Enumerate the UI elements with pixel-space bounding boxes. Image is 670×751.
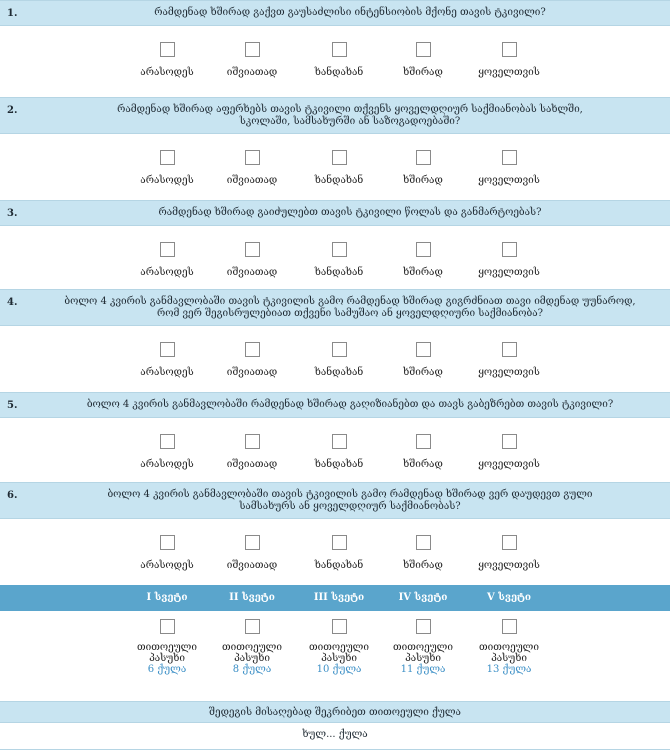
answer-checkbox[interactable] <box>416 342 431 357</box>
score-description: პასუხი <box>149 653 185 664</box>
answer-option-label: ხშირად <box>403 560 443 571</box>
score-description: პასუხი <box>321 653 357 664</box>
question-number: 5. <box>7 400 18 411</box>
score-columns-body <box>0 611 670 700</box>
answer-option[interactable] <box>207 150 297 186</box>
answer-option[interactable] <box>122 42 212 78</box>
divider <box>0 749 670 750</box>
answer-options-row <box>0 226 670 289</box>
answer-checkbox[interactable] <box>416 42 431 57</box>
score-column-cell[interactable] <box>378 619 468 675</box>
question-number: 4. <box>7 297 18 308</box>
answer-option-label: ყოველთვის <box>478 367 540 378</box>
answer-checkbox[interactable] <box>416 150 431 165</box>
score-description: თითოეული <box>479 642 539 653</box>
answer-checkbox[interactable] <box>332 535 347 550</box>
answer-option[interactable] <box>122 242 212 278</box>
answer-checkbox[interactable] <box>502 535 517 550</box>
question-text-line: სკოლაში, სამსახურში ან საზოგადოებაში? <box>239 116 461 127</box>
score-column-cell[interactable] <box>464 619 554 675</box>
answer-checkbox[interactable] <box>502 242 517 257</box>
answer-checkbox[interactable] <box>416 434 431 449</box>
score-columns-header <box>0 585 670 611</box>
answer-option[interactable] <box>378 342 468 378</box>
question-header <box>0 97 670 134</box>
question-text-line: რამდენად ხშირად აფერხებს თავის ტკივილი თქვენს ყოველდღიურ საქმიანობას სახლში, <box>117 104 583 115</box>
answer-option[interactable] <box>464 535 554 571</box>
question-text-line: ბოლო 4 კვირის განმავლობაში თავის ტკივილის გამო რამდენად ხშირად ვერ დაუდევთ გული <box>107 489 593 500</box>
answer-option-label: იშვიათად <box>226 367 278 378</box>
question-header <box>0 0 670 26</box>
answer-checkbox[interactable] <box>245 42 260 57</box>
answer-checkbox[interactable] <box>502 342 517 357</box>
answer-option[interactable] <box>464 242 554 278</box>
answer-option[interactable] <box>378 150 468 186</box>
question-text <box>40 489 660 513</box>
score-points: 6 ქულა <box>147 664 187 675</box>
answer-option[interactable] <box>464 342 554 378</box>
answer-option[interactable] <box>464 434 554 470</box>
score-column-title: I სვეტი <box>146 592 188 603</box>
answer-option-label: ხანდახან <box>314 175 364 186</box>
answer-option[interactable] <box>122 150 212 186</box>
answer-options-row <box>0 326 670 392</box>
answer-option-label: ხშირად <box>403 459 443 470</box>
score-column-title: II სვეტი <box>229 592 275 603</box>
answer-checkbox[interactable] <box>332 242 347 257</box>
answer-option[interactable] <box>378 535 468 571</box>
question-number: 3. <box>7 208 18 219</box>
answer-checkbox[interactable] <box>245 535 260 550</box>
answer-checkbox[interactable] <box>502 434 517 449</box>
question-text-line: რომ ვერ შეგისრულებიათ თქვენი სამუშაო ან ყოველდღიური საქმიანობა? <box>156 308 544 319</box>
answer-option[interactable] <box>294 434 384 470</box>
question-header <box>0 392 670 418</box>
score-column-cell[interactable] <box>122 619 212 675</box>
answer-option-label: არასოდეს <box>140 459 194 470</box>
total-score: ხულ... ქულა <box>302 729 368 740</box>
answer-checkbox[interactable] <box>160 535 175 550</box>
answer-option-label: არასოდეს <box>140 175 194 186</box>
question-text-line: სამსახურს ან ყოველდღიურ საქმიანობას? <box>239 501 461 512</box>
answer-option[interactable] <box>378 242 468 278</box>
answer-options-row <box>0 418 670 481</box>
answer-option[interactable] <box>294 535 384 571</box>
answer-options-row <box>0 134 670 200</box>
answer-option-label: ყოველთვის <box>478 267 540 278</box>
score-column-title: V სვეტი <box>486 592 532 603</box>
answer-option-label: ხანდახან <box>314 560 364 571</box>
answer-checkbox[interactable] <box>416 535 431 550</box>
answer-option[interactable] <box>294 242 384 278</box>
answer-option[interactable] <box>122 342 212 378</box>
answer-option-label: ხანდახან <box>314 459 364 470</box>
answer-checkbox[interactable] <box>160 150 175 165</box>
answer-checkbox[interactable] <box>245 150 260 165</box>
score-checkbox[interactable] <box>245 619 260 634</box>
answer-checkbox[interactable] <box>332 342 347 357</box>
score-checkbox[interactable] <box>502 619 517 634</box>
question-number: 2. <box>7 105 18 116</box>
answer-checkbox[interactable] <box>416 242 431 257</box>
answer-option-label: არასოდეს <box>140 560 194 571</box>
answer-option[interactable] <box>207 42 297 78</box>
answer-checkbox[interactable] <box>502 42 517 57</box>
score-points: 11 ქულა <box>400 664 446 675</box>
question-number: 1. <box>7 8 18 19</box>
answer-option-label: ხანდახან <box>314 367 364 378</box>
answer-option-label: იშვიათად <box>226 267 278 278</box>
answer-option[interactable] <box>294 150 384 186</box>
score-description: პასუხი <box>491 653 527 664</box>
score-description: თითოეული <box>309 642 369 653</box>
answer-option[interactable] <box>207 434 297 470</box>
answer-option[interactable] <box>464 150 554 186</box>
answer-option[interactable] <box>294 342 384 378</box>
answer-option[interactable] <box>207 242 297 278</box>
question-text <box>40 104 660 128</box>
answer-option-label: იშვიათად <box>226 560 278 571</box>
question-text-line: რამდენად ხშირად გაიძულებთ თავის ტკივილი წოლას და განმარტოებას? <box>158 207 542 218</box>
score-checkbox[interactable] <box>332 619 347 634</box>
answer-checkbox[interactable] <box>160 342 175 357</box>
answer-checkbox[interactable] <box>332 434 347 449</box>
score-description: თითოეული <box>393 642 453 653</box>
answer-option-label: იშვიათად <box>226 175 278 186</box>
score-description: პასუხი <box>234 653 270 664</box>
question-number: 6. <box>7 490 18 501</box>
score-column-title: IV სვეტი <box>398 592 448 603</box>
question-text <box>40 296 660 320</box>
answer-option-label: ყოველთვის <box>478 175 540 186</box>
answer-option-label: არასოდეს <box>140 67 194 78</box>
question-text <box>40 7 660 19</box>
answer-checkbox[interactable] <box>332 150 347 165</box>
question-text <box>40 207 660 219</box>
answer-option-label: ხანდახან <box>314 267 364 278</box>
answer-option-label: იშვიათად <box>226 67 278 78</box>
answer-checkbox[interactable] <box>332 42 347 57</box>
answer-checkbox[interactable] <box>245 434 260 449</box>
score-points: 10 ქულა <box>316 664 362 675</box>
answer-option-label: არასოდეს <box>140 267 194 278</box>
answer-checkbox[interactable] <box>502 150 517 165</box>
score-description: თითოეული <box>222 642 282 653</box>
answer-checkbox[interactable] <box>160 242 175 257</box>
score-column-title: III სვეტი <box>313 592 365 603</box>
answer-checkbox[interactable] <box>160 434 175 449</box>
question-text-line: ბოლო 4 კვირის განმავლობაში თავის ტკივილის გამო რამდენად ხშირად გიგრძნიათ თავი იმდენად უუნაროდ, <box>64 296 636 307</box>
answer-option-label: არასოდეს <box>140 367 194 378</box>
question-header <box>0 200 670 226</box>
answer-option[interactable] <box>207 535 297 571</box>
answer-option-label: ხშირად <box>403 267 443 278</box>
answer-option[interactable] <box>122 535 212 571</box>
question-text <box>40 399 660 411</box>
score-checkbox[interactable] <box>160 619 175 634</box>
answer-option[interactable] <box>378 434 468 470</box>
score-description: თითოეული <box>137 642 197 653</box>
answer-option-label: ყოველთვის <box>478 459 540 470</box>
score-points: 13 ქულა <box>486 664 532 675</box>
question-header <box>0 482 670 519</box>
answer-option[interactable] <box>207 342 297 378</box>
score-points: 8 ქულა <box>232 664 272 675</box>
answer-option[interactable] <box>464 42 554 78</box>
question-header <box>0 289 670 326</box>
answer-checkbox[interactable] <box>160 42 175 57</box>
score-column-cell[interactable] <box>207 619 297 675</box>
answer-checkbox[interactable] <box>245 342 260 357</box>
answer-option-label: ყოველთვის <box>478 67 540 78</box>
question-text-line: რამდენად ხშირად გაქვთ გაუსაძლისი ინტენსიობის მქონე თავის ტკივილი? <box>154 7 546 18</box>
answer-option-label: ხანდახან <box>314 67 364 78</box>
score-description: პასუხი <box>405 653 441 664</box>
answer-option-label: ყოველთვის <box>478 560 540 571</box>
answer-option-label: ხშირად <box>403 67 443 78</box>
answer-option-label: იშვიათად <box>226 459 278 470</box>
score-checkbox[interactable] <box>416 619 431 634</box>
answer-checkbox[interactable] <box>245 242 260 257</box>
scoring-instruction: შედეგის მისაღებად შეკრიბეთ თითოეული ქულა <box>0 701 670 723</box>
answer-option[interactable] <box>378 42 468 78</box>
answer-options-row <box>0 519 670 585</box>
question-text-line: ბოლო 4 კვირის განმავლობაში რამდენად ხშირად გაღიზიანებთ და თავს გაბეზრებთ თავის ტკივილი? <box>86 399 614 410</box>
answer-option-label: ხშირად <box>403 175 443 186</box>
answer-options-row <box>0 26 670 96</box>
answer-option-label: ხშირად <box>403 367 443 378</box>
answer-option[interactable] <box>122 434 212 470</box>
score-column-cell[interactable] <box>294 619 384 675</box>
answer-option[interactable] <box>294 42 384 78</box>
